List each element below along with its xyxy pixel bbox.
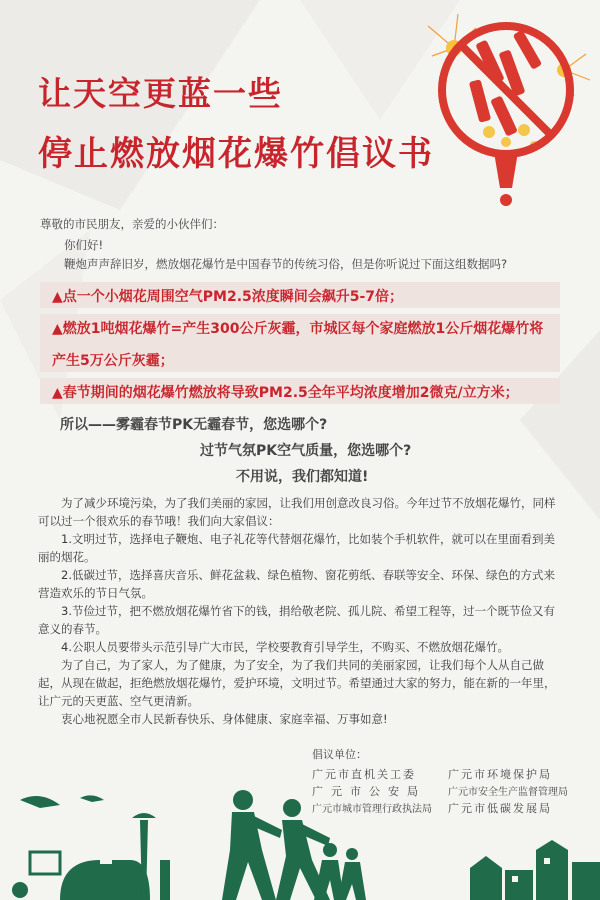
paragraph-wishes: 衷心地祝愿全市人民新春快乐、身体健康、家庭幸福、万事如意! bbox=[61, 712, 388, 726]
proposal-item-3: 3.节俭过节，把不燃放烟花爆竹省下的钱，捐给敬老院、孤儿院、希望工程等，过一个既节俭又有意义的春节。 bbox=[38, 604, 555, 636]
title-line-2: 停止燃放烟花爆竹倡议书 bbox=[38, 134, 434, 174]
proposal-item-1: 1.文明过节，选择电子鞭炮、电子礼花等代替烟花爆竹，比如装个手机软件，就可以在里面看到美丽的烟花。 bbox=[38, 532, 555, 564]
signatory-2: 广元市环境保护局 bbox=[448, 768, 552, 781]
proposal-item-2: 2.低碳过节，选择喜庆音乐、鲜花盆栽、绿色植物、窗花剪纸、春联等安全、环保、绿色的方式来营造欢乐的节日气氛。 bbox=[38, 568, 555, 600]
signatory-6: 广元市低碳发展局 bbox=[448, 802, 552, 815]
question-1: 所以——雾霾春节PK无霾春节，您选哪个? bbox=[60, 417, 328, 433]
proposal-item-4: 4.公职人员要带头示范引导广大市民，学校要教育引导学生，不购买、不燃放烟花爆竹。 bbox=[61, 640, 509, 654]
fact-1: ▲点一个小烟花周围空气PM2.5浓度瞬间会飙升5-7倍； bbox=[52, 289, 404, 305]
signatory-1: 广元市直机关工委 bbox=[312, 768, 416, 781]
proposal-body bbox=[38, 494, 566, 728]
signatory-4: 广元市安全生产监督管理局 bbox=[448, 787, 568, 798]
fact-2-line-1: ▲燃放1吨烟花爆竹=产生300公斤灰霾，市城区每个家庭燃放1公斤烟花爆竹将 bbox=[52, 321, 544, 337]
no-firecrackers-icon bbox=[414, 0, 594, 210]
intro-text: 鞭炮声声辞旧岁，燃放烟花爆竹是中国春节的传统习俗，但是你听说过下面这组数据吗? bbox=[64, 257, 508, 271]
question-3: 不用说，我们都知道! bbox=[236, 469, 369, 485]
signatory-5: 广元市城市管理行政执法局 bbox=[312, 804, 432, 815]
question-2: 过节气氛PK空气质量，您选哪个? bbox=[200, 443, 412, 459]
greeting: 尊敬的市民朋友，亲爱的小伙伴们： bbox=[40, 217, 224, 231]
hello-text: 你们好! bbox=[64, 238, 104, 252]
paragraph-closing: 为了自己，为了家人，为了健康，为了安全，为了我们共同的美丽家园，让我们每个人从自己做起，从现在做起，拒绝燃放烟花爆竹，爱护环境，文明过节。希望通过大家的努力，能在新的一年里，让广元的天更蓝、空气更清新。 bbox=[38, 658, 556, 708]
fact-2-line-2: 产生5万公斤灰霾； bbox=[52, 353, 174, 369]
title-line-1: 让天空更蓝一些 bbox=[38, 74, 283, 113]
fact-3: ▲春节期间的烟花爆竹燃放将导致PM2.5全年平均浓度增加2微克/立方米； bbox=[52, 385, 519, 401]
family-silhouette-scene bbox=[0, 760, 600, 900]
signatories-label: 倡议单位： bbox=[312, 748, 367, 761]
signatory-3: 广元市公安局 bbox=[312, 785, 426, 798]
paragraph-intro: 为了减少环境污染，为了我们美丽的家园，让我们用创意改良习俗。今年过节不放烟花爆竹，同样可以过一个很欢乐的春节哦！我们向大家倡议： bbox=[38, 496, 556, 528]
